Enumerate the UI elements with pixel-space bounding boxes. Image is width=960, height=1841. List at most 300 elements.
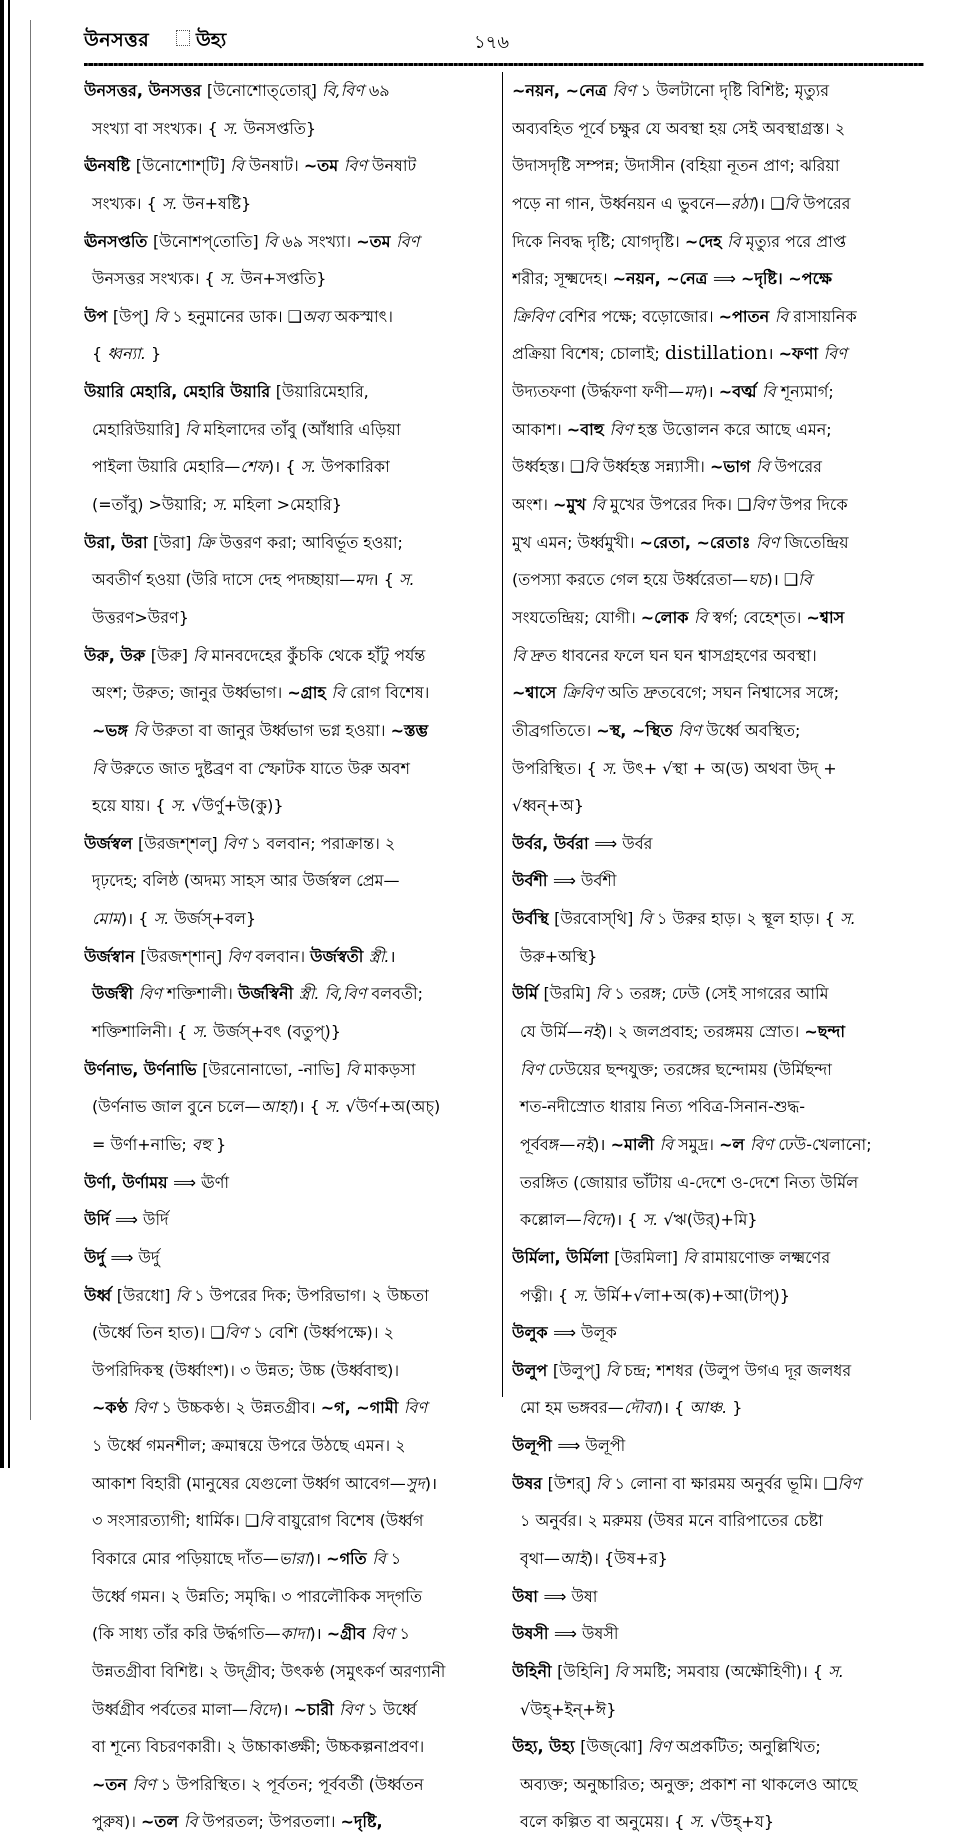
dictionary-line — [512, 411, 924, 449]
definition-text: রোগ বিশেষ। — [349, 683, 430, 703]
definition-text: দিকে নিবদ্ধ দৃষ্টি; যোগদৃষ্টি। — [512, 231, 685, 251]
dictionary-line — [512, 335, 924, 373]
definition-text: ⟹ উষা — [543, 1586, 598, 1606]
dictionary-line — [84, 975, 496, 1013]
dictionary-line — [84, 1427, 496, 1465]
dictionary-line — [84, 1277, 496, 1315]
grammar-label: স. — [324, 1097, 341, 1117]
definition-text: (তপস্যা করতে গেল হয়ে উর্ধ্বরেতা— — [512, 570, 748, 590]
dictionary-line — [84, 411, 496, 449]
definition-text: উপর দিকে — [779, 495, 848, 515]
definition-text: হস্ত উত্তোলন করে আছে এমন; — [637, 419, 832, 439]
definition-text: বেশির পক্ষে; বড়োজোর। — [558, 306, 719, 326]
definition-text: [উরজশ্‌শান্‌] — [140, 946, 228, 966]
definition-text: ১ লোনা বা ক্ষারময় অনুর্বর ভূমি। ❑ — [614, 1473, 838, 1493]
dictionary-line — [512, 260, 924, 298]
definition-text: ⟹ — [713, 269, 742, 289]
definition-text: অতি দ্রুতবেগে; সঘন নিশ্বাসের সঙ্গে; — [607, 683, 840, 703]
dictionary-line — [512, 223, 924, 261]
grammar-label: বি — [595, 984, 615, 1004]
dictionary-line — [512, 448, 924, 486]
dictionary-line — [84, 862, 496, 900]
definition-text: ১ উর্ধ্বে গমনশীল; ক্রমান্বয়ে উপরে উঠছে এমন। ২ — [92, 1436, 406, 1456]
definition-text: অবতীর্ণ হওয়া (উরি দাসে দেহ পদচ্ছায়া— — [92, 570, 356, 590]
grammar-label: স. — [828, 1661, 844, 1681]
dictionary-line — [84, 1201, 496, 1239]
headword: ~দৃষ্টি। ~পক্ষে — [741, 269, 832, 289]
headword: উলুপ — [512, 1360, 553, 1380]
dictionary-line — [512, 1126, 924, 1164]
definition-text: শত-নদীস্রোত ধারায় নিত্য পবিত্র-সিনান-শুদ্ধ- — [520, 1097, 806, 1117]
dictionary-line — [512, 975, 924, 1013]
definition-text: অপ্রকটিত; অনুল্লিখিত; — [676, 1737, 821, 1757]
headword: উরু, উরু — [84, 645, 151, 665]
definition-text: (=তাঁবু) >উয়ারি; — [92, 495, 213, 515]
dictionary-line — [512, 1013, 924, 1051]
definition-text: ১ উচ্চকণ্ঠ। ২ উন্নতগ্রীব। — [161, 1398, 321, 1418]
definition-text: )। ❑ — [766, 570, 799, 590]
definition-text: )। { — [292, 1097, 325, 1117]
headword: উর্বশী — [512, 871, 553, 891]
definition-text: ১ অনুর্বর। ২ মরুময় (উষর মনে বারিপাতের চেষ্টা — [520, 1511, 823, 1531]
definition-text: ১ তরঙ্গ; ঢেউ (সেই সাগরের আমি — [614, 984, 829, 1004]
grammar-label: মোম — [92, 909, 121, 929]
definition-text: শূন্যমার্গ; — [780, 382, 834, 402]
definition-text: যে উর্মি— — [520, 1022, 583, 1042]
definition-text: ১ বেশি (উর্ধ্বপক্ষে)। ২ — [252, 1323, 395, 1343]
definition-text: মহিলাদের তাঁবু (আঁধারি এড়িয়া — [203, 419, 401, 439]
definition-text: { — [92, 344, 108, 364]
grammar-label: বি — [259, 1511, 278, 1531]
grammar-label: বি — [693, 607, 713, 627]
grammar-label: বি — [584, 457, 603, 477]
definition-text: মহিলা >মেহারি} — [227, 495, 342, 515]
headword: ~শ্বাসে — [512, 683, 562, 703]
definition-text: ঢেউয়ের ছন্দযুক্ত; তরঙ্গের ছন্দোময় (উর্মিছন্দা — [548, 1059, 832, 1079]
grammar-label: বি — [727, 231, 746, 251]
grammar-label: বি — [595, 1473, 615, 1493]
headword: ঊনষষ্টি — [84, 156, 136, 176]
definition-text: সংখ্যা বা সংখ্যক। { — [92, 118, 223, 138]
headword: উর্দু — [84, 1247, 111, 1267]
definition-text: তরঙ্গিত (জোয়ার ভাঁটায় এ-দেশে ও-দেশে নিত্য উর্মিল — [520, 1172, 859, 1192]
grammar-label: স. — [300, 457, 317, 477]
headword: ~শ্বাস — [806, 607, 845, 627]
headword: ~তন — [92, 1774, 133, 1794]
headword: উর্ণা, উর্ণাময় — [84, 1172, 174, 1192]
headword: উরা, উরা — [84, 532, 154, 552]
definition-text: শক্তিশালী। — [166, 984, 238, 1004]
dictionary-line — [512, 1540, 924, 1578]
definition-text: ৩ সংসারত্যাগী; ধার্মিক। ❑ — [92, 1511, 260, 1531]
definition-text: উর্ধ্বহস্ত সন্ন্যাসী। — [602, 457, 710, 477]
grammar-label: নই — [575, 1134, 594, 1154]
definition-text: )। { — [267, 457, 301, 477]
scan-edge-inner — [8, 0, 10, 1468]
guide-word-separator — [176, 30, 190, 46]
grammar-label: বি — [345, 1059, 365, 1079]
definition-text: )। {উষ+র} — [586, 1548, 668, 1568]
grammar-label: বি — [774, 306, 794, 326]
dictionary-line — [512, 1502, 924, 1540]
dictionary-line — [512, 373, 924, 411]
definition-text: [উরমি] — [543, 984, 596, 1004]
headword: ~তম — [356, 231, 397, 251]
definition-text: উত্তরণ>উরণ} — [92, 607, 189, 627]
definition-text: উর্জস্‌+বল} — [169, 909, 257, 929]
definition-text: (কি সাধ্য তাঁর করি উর্দ্ধগতি— — [92, 1624, 281, 1644]
definition-text: উত্তরণ করা; আবির্ভূত হওয়া; — [219, 532, 403, 552]
grammar-label: ক্রি — [196, 532, 220, 552]
dictionary-line — [84, 1728, 496, 1766]
dictionary-line — [84, 185, 496, 223]
grammar-label: বিণ — [751, 495, 780, 515]
dictionary-line — [512, 185, 924, 223]
definition-text: প্রক্রিয়া বিশেষ; চোলাই; — [512, 344, 665, 364]
headword: উর্জস্বী — [92, 984, 139, 1004]
definition-text: ১ হনুমানের ডাক। ❑ — [172, 306, 302, 326]
definition-text: উরু+অস্থি} — [520, 946, 598, 966]
grammar-label: ক্রিবিণ — [512, 306, 559, 326]
definition-text: ⟹ উর্দি — [115, 1210, 169, 1230]
grammar-label: বিণ — [612, 81, 641, 100]
grammar-label: স. — [212, 495, 228, 515]
grammar-label: অব্য — [301, 306, 335, 326]
definition-text: উনসপ্ততি} — [238, 118, 317, 138]
definition-text: উন+সপ্ততি} — [235, 269, 327, 289]
headword: ~বর্ত্ম — [718, 382, 763, 402]
definition-text: তীব্রগতিতে। — [512, 720, 597, 740]
dictionary-line — [84, 1164, 496, 1202]
dictionary-line — [84, 825, 496, 863]
definition-text: উরুতে জাত দুষ্টব্রণ বা স্ফোটক যাতে উরু অবশ — [110, 758, 410, 778]
grammar-label: বি — [614, 1661, 633, 1681]
definition-text: √ঋ(উর্‌)+মি} — [658, 1210, 758, 1230]
dictionary-line — [84, 1352, 496, 1390]
headword: ~পাতন — [718, 306, 775, 326]
definition-text: জিতেন্দ্রিয় — [784, 532, 849, 552]
definition-text: উনষাট — [372, 156, 417, 176]
grammar-label: বি — [193, 645, 212, 665]
scan-margin-line — [30, 20, 31, 1420]
dictionary-line — [512, 147, 924, 185]
definition-text: স্বর্গ; বেহেশ্‌ত। — [712, 607, 807, 627]
definition-text: [উরনোনাভো, -নাভি] — [202, 1059, 346, 1079]
headword: উর্জস্বিনী — [237, 984, 299, 1004]
definition-text: দৃঢ়দেহ; বলিষ্ঠ (অদম্য সাহস আর উর্জস্বল প্রেম— — [92, 871, 400, 891]
grammar-label: বিণ — [371, 1624, 400, 1644]
headword: ~তল — [141, 1812, 184, 1832]
definition-text: মাকড়সা — [364, 1059, 416, 1079]
grammar-label: বি — [659, 1134, 679, 1154]
definition-text: হয়ে যায়। { — [92, 796, 171, 816]
definition-text: । { — [372, 570, 399, 590]
dictionary-line — [84, 787, 496, 825]
dictionary-line — [84, 1578, 496, 1616]
definition-text: [উনোশপ্‌তোতি] — [153, 231, 264, 251]
dictionary-line — [512, 1201, 924, 1239]
grammar-label: আঞ্চ. — [689, 1398, 728, 1418]
dictionary-line — [84, 486, 496, 524]
dictionary-line — [84, 561, 496, 599]
definition-text: মৃত্যুর পরে প্রাপ্ত — [745, 231, 847, 251]
grammar-label: বি — [263, 231, 283, 251]
headword: উর্বস্থি — [512, 909, 555, 929]
dictionary-line — [512, 486, 924, 524]
headword: ~বাহু — [566, 419, 610, 439]
definition-text: ⟹ উষসী — [554, 1624, 619, 1644]
definition-text: উদ্যতফণা (উর্দ্ধফণা ফণী— — [512, 382, 685, 402]
definition-text: ৬৯ — [368, 81, 390, 100]
dictionary-line — [84, 1653, 496, 1691]
grammar-label: বিণ — [138, 984, 167, 1004]
dictionary-line — [84, 1465, 496, 1503]
grammar-label: স. — [153, 909, 170, 929]
dictionary-line — [512, 1239, 924, 1277]
definition-text: [উলুপ্‌] — [552, 1360, 606, 1380]
headword: ঊনসপ্ততি — [84, 231, 154, 251]
grammar-label: স. — [573, 1285, 589, 1305]
definition-text: [উজ্‌ঝো] — [580, 1737, 648, 1757]
definition-text: উরুতা বা জানুর উর্ধ্বভাগ ভগ্ন হওয়া। — [152, 720, 391, 740]
headword: ~নয়ন, ~নেত্র — [612, 269, 713, 289]
grammar-label: বিণ — [609, 419, 638, 439]
dictionary-line — [512, 1728, 924, 1766]
headword: ~গ, ~গামী — [320, 1398, 404, 1418]
definition-text: )। — [276, 1699, 294, 1719]
definition-text: ৬৯ সংখ্যা। — [282, 231, 357, 251]
definition-text: √উর্ণু+উ(কু)} — [186, 796, 284, 816]
grammar-label: বি — [175, 1285, 195, 1305]
grammar-label: ঘচ — [747, 570, 767, 590]
grammar-label: বি — [183, 1812, 203, 1832]
grammar-label: বিণ — [224, 1323, 253, 1343]
definition-text: উনসত্তর সংখ্যক। { — [92, 269, 220, 289]
dictionary-line — [84, 1051, 496, 1089]
dictionary-line — [84, 1239, 496, 1277]
headword: উলুক — [512, 1323, 554, 1343]
dictionary-line — [512, 750, 924, 788]
dictionary-line — [512, 637, 924, 675]
grammar-label: বি — [133, 720, 153, 740]
definition-text: ⟹ ঊর্ণা — [173, 1172, 230, 1192]
definition-text: [উরবোস্‌থি] — [554, 909, 639, 929]
grammar-label: বিদে — [581, 1210, 610, 1230]
headword: উর্জস্বল — [84, 833, 139, 853]
definition-text: মেহারিউয়ারি] — [92, 419, 186, 439]
grammar-label: বি — [798, 570, 812, 590]
grammar-label: কাদা — [280, 1624, 310, 1644]
definition-text: কল্লোল— — [520, 1210, 582, 1230]
definition-text: আকাশ বিহারী (মানুষের যেগুলো উর্ধ্বগ আবেগ— — [92, 1473, 406, 1493]
dictionary-line — [512, 1164, 924, 1202]
definition-text: উর্মি+√লা+অ(ক)+আ(টাপ্‌)} — [588, 1285, 790, 1305]
dictionary-line — [512, 1088, 924, 1126]
definition-text: দ্রুত ধাবনের ফলে ঘন ঘন শ্বাসগ্রহণের অবস্থা। — [530, 645, 817, 665]
grammar-label: স. — [192, 1022, 209, 1042]
dictionary-line — [84, 938, 496, 976]
dictionary-line — [84, 712, 496, 750]
definition-text: সংযতেন্দ্রিয়; যোগী। — [512, 607, 641, 627]
dictionary-line — [512, 599, 924, 637]
grammar-label: স. — [161, 193, 178, 213]
grammar-label: বিণ — [343, 156, 372, 176]
definition-text: ১ — [399, 1624, 410, 1644]
dictionary-line — [512, 1051, 924, 1089]
definition-text: √উর্ণ+অ(অচ্‌) — [340, 1097, 441, 1117]
definition-text: (উর্ধ্বে তিন হাত)। ❑ — [92, 1323, 225, 1343]
grammar-label: বি — [331, 683, 350, 703]
headword: ~ভঙ্গ — [92, 720, 134, 740]
definition-text: বিকারে মোর পড়িয়াছে দাঁত— — [92, 1548, 279, 1568]
dictionary-line — [512, 712, 924, 750]
dictionary-line — [84, 1013, 496, 1051]
headword: ~স্তম্ভ — [390, 720, 429, 740]
headword: উয়ারি মেহারি, মেহারি উয়ারি — [84, 382, 276, 402]
definition-text: ঢেউ-খেলানো; — [778, 1134, 872, 1154]
grammar-label: বি — [683, 1247, 702, 1267]
definition-text: ১ উরুর হাড়। ২ স্থূল হাড়। { — [657, 909, 841, 929]
column-divider — [502, 72, 503, 1397]
headword: উনসত্তর, উনসত্তর — [84, 81, 207, 100]
headword: ~ফণা — [778, 344, 824, 364]
headword: ~স্থ, ~স্থিত — [596, 720, 679, 740]
headword: ~গতি — [326, 1548, 373, 1568]
dictionary-line — [84, 1540, 496, 1578]
grammar-label: মদ — [684, 382, 702, 402]
definition-text: উপরিস্থিত। { — [512, 758, 602, 778]
dictionary-line — [84, 223, 496, 261]
definition-text: উদাসদৃষ্টি সম্পন্ন; উদাসীন (বহিয়া নূতন প্রাণ; ঝরিয়া — [512, 156, 840, 176]
dictionary-line — [512, 674, 924, 712]
grammar-label: বিণ — [132, 1774, 161, 1794]
dictionary-line — [512, 1803, 924, 1841]
definition-text: সমুদ্র। — [678, 1134, 720, 1154]
definition-text: উন+ষষ্টি} — [177, 193, 252, 213]
definition-text: )। { — [609, 1210, 643, 1230]
grammar-label: স. — [689, 1812, 706, 1832]
grammar-label: বিণ — [755, 532, 785, 552]
grammar-label: নই — [582, 1022, 601, 1042]
definition-text: অংশ; উরুত; জানুর উর্ধ্বভাগ। — [92, 683, 288, 703]
grammar-label: বিণ — [396, 231, 420, 251]
definition-text: সমষ্টি; সমবায় (অক্ষৌহিণী)। { — [632, 1661, 829, 1681]
definition-text: [উরজশ্‌শল্‌] — [138, 833, 223, 853]
headword: উর্মি — [512, 984, 544, 1004]
dictionary-line — [512, 1766, 924, 1804]
grammar-label: স. — [222, 118, 239, 138]
definition-text: পড়ে না গান, উর্ধ্বনয়ন এ ভুবনে— — [512, 193, 731, 213]
grammar-label: বিদে — [247, 1699, 277, 1719]
headword: উর্ধ্ব — [84, 1285, 117, 1305]
headword: উর্জস্বতী — [310, 946, 369, 966]
definition-text: অকস্মাৎ। — [334, 306, 393, 326]
dictionary-line — [512, 561, 924, 599]
guide-word-last: উহ্য — [196, 29, 227, 51]
definition-text: distillation — [664, 342, 768, 365]
dictionary-line — [84, 1502, 496, 1540]
dictionary-line — [84, 1389, 496, 1427]
headword: উহিনী — [512, 1661, 558, 1681]
definition-text: )। — [593, 1134, 611, 1154]
definition-text: ⟹ উলূক — [553, 1323, 617, 1343]
headword: উর্বর, উর্বরা — [512, 833, 595, 853]
dictionary-line — [512, 862, 924, 900]
dictionary-line — [512, 1578, 924, 1616]
dictionary-line — [84, 1314, 496, 1352]
grammar-label: বি — [372, 1548, 391, 1568]
definition-text: [উহিনি] — [557, 1661, 615, 1681]
grammar-label: বিণ — [133, 1398, 162, 1418]
dictionary-line — [84, 1088, 496, 1126]
definition-text: পূর্ববঙ্গ— — [520, 1134, 576, 1154]
grammar-label: ক্রিবিণ — [561, 683, 608, 703]
dictionary-line — [512, 72, 924, 110]
definition-text: মুখের উপরের দিক। ❑ — [609, 495, 752, 515]
grammar-label: বি — [605, 1360, 625, 1380]
definition-text: পুরুষ)। — [92, 1812, 142, 1832]
headword: উর্জস্বান — [84, 946, 141, 966]
definition-text: ১ উপরের দিক; উপরিভাগ। ২ উচ্চতা — [194, 1285, 429, 1305]
dictionary-line — [84, 147, 496, 185]
dictionary-line — [84, 524, 496, 562]
grammar-label: বি — [756, 457, 775, 477]
dictionary-line — [512, 787, 924, 825]
dictionary-line — [512, 298, 924, 336]
definition-text: উন্নতগ্রীবা বিশিষ্ট। ২ উদ্‌গ্রীব; উৎকণ্ঠ (সমুৎকর্ণ অরণ্যানী — [92, 1661, 446, 1681]
headword: ~নয়ন, ~নেত্র — [512, 81, 613, 100]
definition-text: √উহ্‌+য} — [705, 1812, 775, 1832]
headword: ~দেহ — [684, 231, 728, 251]
definition-text: । — [767, 344, 779, 364]
definition-text: (উর্ণনাভ জাল বুনে চলে— — [92, 1097, 261, 1117]
definition-text: উনষাট। — [248, 156, 304, 176]
grammar-label: স. — [601, 758, 618, 778]
grammar-label: বিণ — [749, 1134, 779, 1154]
definition-text: । — [389, 946, 396, 966]
dictionary-line — [512, 1465, 924, 1503]
definition-text: পত্নী। { — [520, 1285, 574, 1305]
definition-text: রামায়ণোক্ত লক্ষ্মণের — [701, 1247, 831, 1267]
headword: উষা — [512, 1586, 544, 1606]
definition-text: } — [210, 1134, 227, 1154]
definition-text: [উরা] — [153, 532, 197, 552]
headword: ~ভাগ — [709, 457, 757, 477]
definition-text: [উশর্‌] — [547, 1473, 596, 1493]
definition-text: ১ উপরিস্থিত। ২ পূর্বতন; পূর্ববর্তী (উর্ধ্বতন — [160, 1774, 424, 1794]
grammar-label: বি — [185, 419, 204, 439]
definition-text: সংখ্যক। { — [92, 193, 162, 213]
definition-text: বা শূন্যে বিচরণকারী। ২ উচ্চাকাঙ্ক্ষী; উচ্চকল্পনাপ্রবণ। — [92, 1737, 425, 1757]
definition-text: [উপ্‌] — [112, 306, 154, 326]
definition-text: )। { — [656, 1398, 690, 1418]
grammar-label: বি — [153, 306, 173, 326]
definition-text: উর্ধ্বে অবস্থিত; — [706, 720, 801, 740]
definition-text: শরীর; সূক্ষ্মদেহ। — [512, 269, 613, 289]
definition-text: } — [727, 1398, 743, 1418]
grammar-label: বি — [92, 758, 111, 778]
headword: উহ্য, উহ্য — [512, 1737, 581, 1757]
definition-text: উর্ধ্বগ্রীব পর্বতের মালা— — [92, 1699, 248, 1719]
grammar-label: শেফ — [240, 457, 268, 477]
grammar-label: বি — [784, 193, 804, 213]
definition-text: )। — [309, 1624, 327, 1644]
grammar-label: স. — [840, 909, 856, 929]
definition-text: বায়ুরোগ বিশেষ (উর্ধ্বগ — [277, 1511, 424, 1531]
definition-text: চন্দ্র; শশধর (উলুপ উগএ দূর জলধর — [624, 1360, 852, 1380]
grammar-label: স. — [170, 796, 187, 816]
dictionary-line — [512, 1314, 924, 1352]
